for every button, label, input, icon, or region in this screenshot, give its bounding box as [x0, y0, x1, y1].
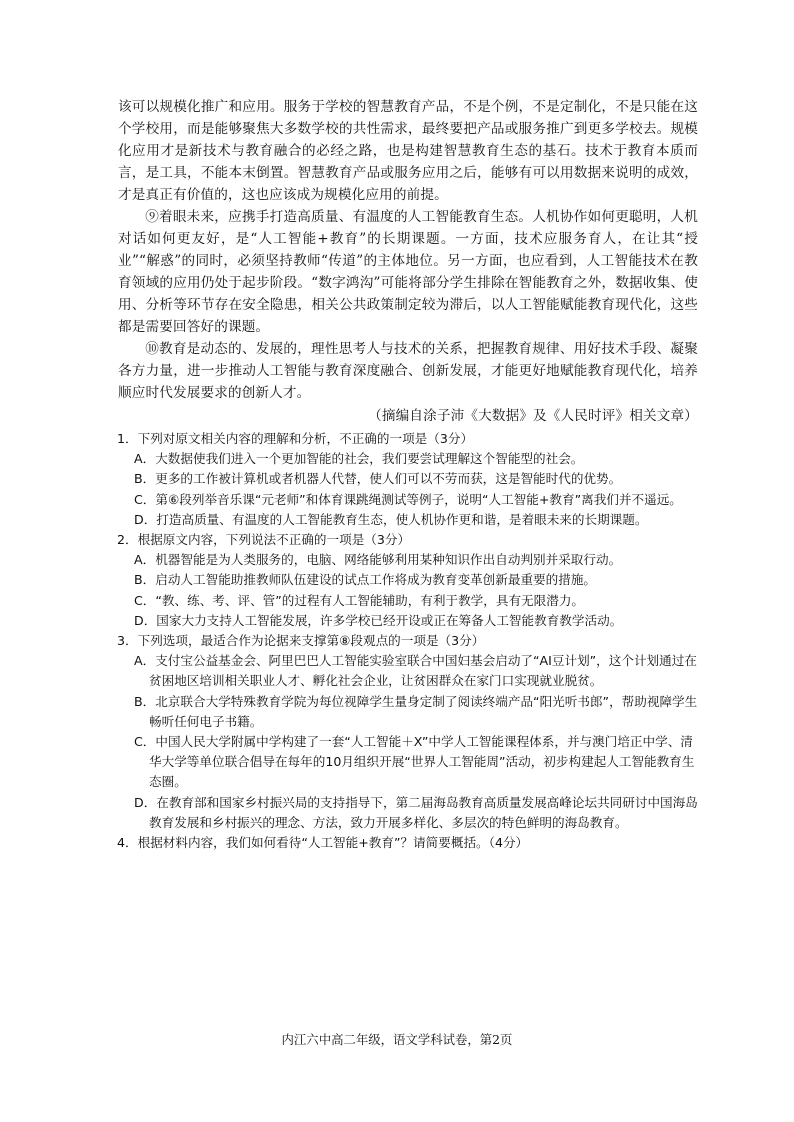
option-c: C．第⑥段列举音乐课“元老师”和体育课跳绳测试等例子，说明“人工智能+教育”离我们并不遥远。	[134, 491, 682, 507]
option-c: C．中国人民大学附属中学构建了一套“人工智能＋X”中学人工智能课程体系，并与澳门培正中学、清华大学等单位联合倡导在每年的10月组织开展“世界人工智能周”活动，初步构建起人工智能教育生态圈。	[134, 734, 695, 790]
question-4	[117, 833, 703, 853]
option-b: B．启动人工智能助推教师队伍建设的试点工作将成为教育变革创新最重要的措施。	[134, 572, 597, 588]
question-3	[117, 631, 703, 833]
option-d: D．国家大力支持人工智能发展，许多学校已经开设或正在筹备人工智能教育教学活动。	[134, 612, 623, 628]
question-list	[117, 429, 703, 853]
passage-paragraph-continued: 该可以规模化推广和应用。服务于学校的智慧教育产品，不是个例，不是定制化，不是只能在这个学校用，而是能够聚焦大多数学校的共性需求，最终要把产品或服务推广到更多学校去。规模化应用才是新技术与教育融合的必经之路，也是构建智慧教育生态的基石。技术于教育本质而言，是工具，不能本末倒置。智慧教育产品或服务应用之后，能够有可以用数据来说明的成效，才是真正有价值的，这也应该成为规模化应用的前提。	[118, 99, 698, 203]
option-a: A．支付宝公益基金会、阿里巴巴人工智能实验室联合中国妇基会启动了“AI豆计划”，这个计划通过在贫困地区培训相关职业人才、孵化社会企业，让贫困群众在家门口实现就业脱贫。	[134, 653, 697, 689]
page-footer: 内江六中高二年级，语文学科试卷，第2页	[281, 1032, 513, 1047]
passage-paragraph-10: ⑩教育是动态的、发展的，理性思考人与技术的关系，把握教育规律、用好技术手段、凝聚各方力量，进一步推动人工智能与教育深度融合、创新发展，才能更好地赋能教育现代化，培养顺应时代发展要求的创新人才。	[118, 341, 698, 401]
question-2	[117, 530, 703, 631]
option-d: D．在教育部和国家乡村振兴局的支持指导下，第二届海岛教育高质量发展高峰论坛共同研讨中国海岛教育发展和乡村振兴的理念、方法，致力开展多样化、多层次的特色鲜明的海岛教育。	[134, 794, 698, 830]
option-a: A．大数据使我们进入一个更加智能的社会，我们要尝试理解这个智能型的社会。	[134, 451, 584, 467]
option-b: B．北京联合大学特殊教育学院为每位视障学生量身定制了阅读终端产品“阳光听书郎”，帮助视障学生畅听任何电子书籍。	[134, 693, 698, 729]
question-stem: 1．下列对原文相关内容的理解和分析，不正确的一项是（3分）	[117, 431, 474, 446]
passage-paragraph-9: ⑨着眼未来，应携手打造高质量、有温度的人工智能教育生态。人机协作如何更聪明，人机对话如何更友好，是“人工智能+教育”的长期课题。一方面，技术应服务育人，在让其“授业”“解惑”的同时，必须坚持教师“传道”的主体地位。另一方面，也应看到，人工智能技术在教育领域的应用仍处于起步阶段。“数字鸿沟”可能将部分学生排除在智能教育之外，数据收集、使用、分析等环节存在安全隐患，相关公共政策制定较为滞后，以人工智能赋能教育现代化，这些都是需要回答好的课题。	[118, 209, 698, 335]
question-stem: 3．下列选项，最适合作为论据来支撑第⑧段观点的一项是（3分）	[117, 633, 485, 649]
passage-source: （摘编自涂子沛《大数据》及《人民时评》相关文章）	[368, 408, 698, 424]
option-b: B．更多的工作被计算机或者机器人代替，使人们可以不劳而获，这是智能时代的优势。	[134, 471, 622, 487]
option-d: D．打造高质量、有温度的人工智能教育生态，使人机协作更和谐，是着眼未来的长期课题。	[134, 511, 648, 527]
question-stem: 4．根据材料内容，我们如何看待“人工智能+教育”？请简要概括。（4分）	[117, 835, 529, 851]
question-stem: 2．根据原文内容，下列说法不正确的一项是（3分）	[117, 532, 411, 548]
option-a: A．机器智能是为人类服务的，电脑、网络能够利用某种知识作出自动判别并采取行动。	[134, 552, 622, 568]
reading-passage	[118, 96, 698, 427]
question-1	[117, 429, 703, 530]
option-c: C．“教、练、考、评、管”的过程有人工智能辅助，有利于教学，具有无限潜力。	[134, 592, 585, 608]
